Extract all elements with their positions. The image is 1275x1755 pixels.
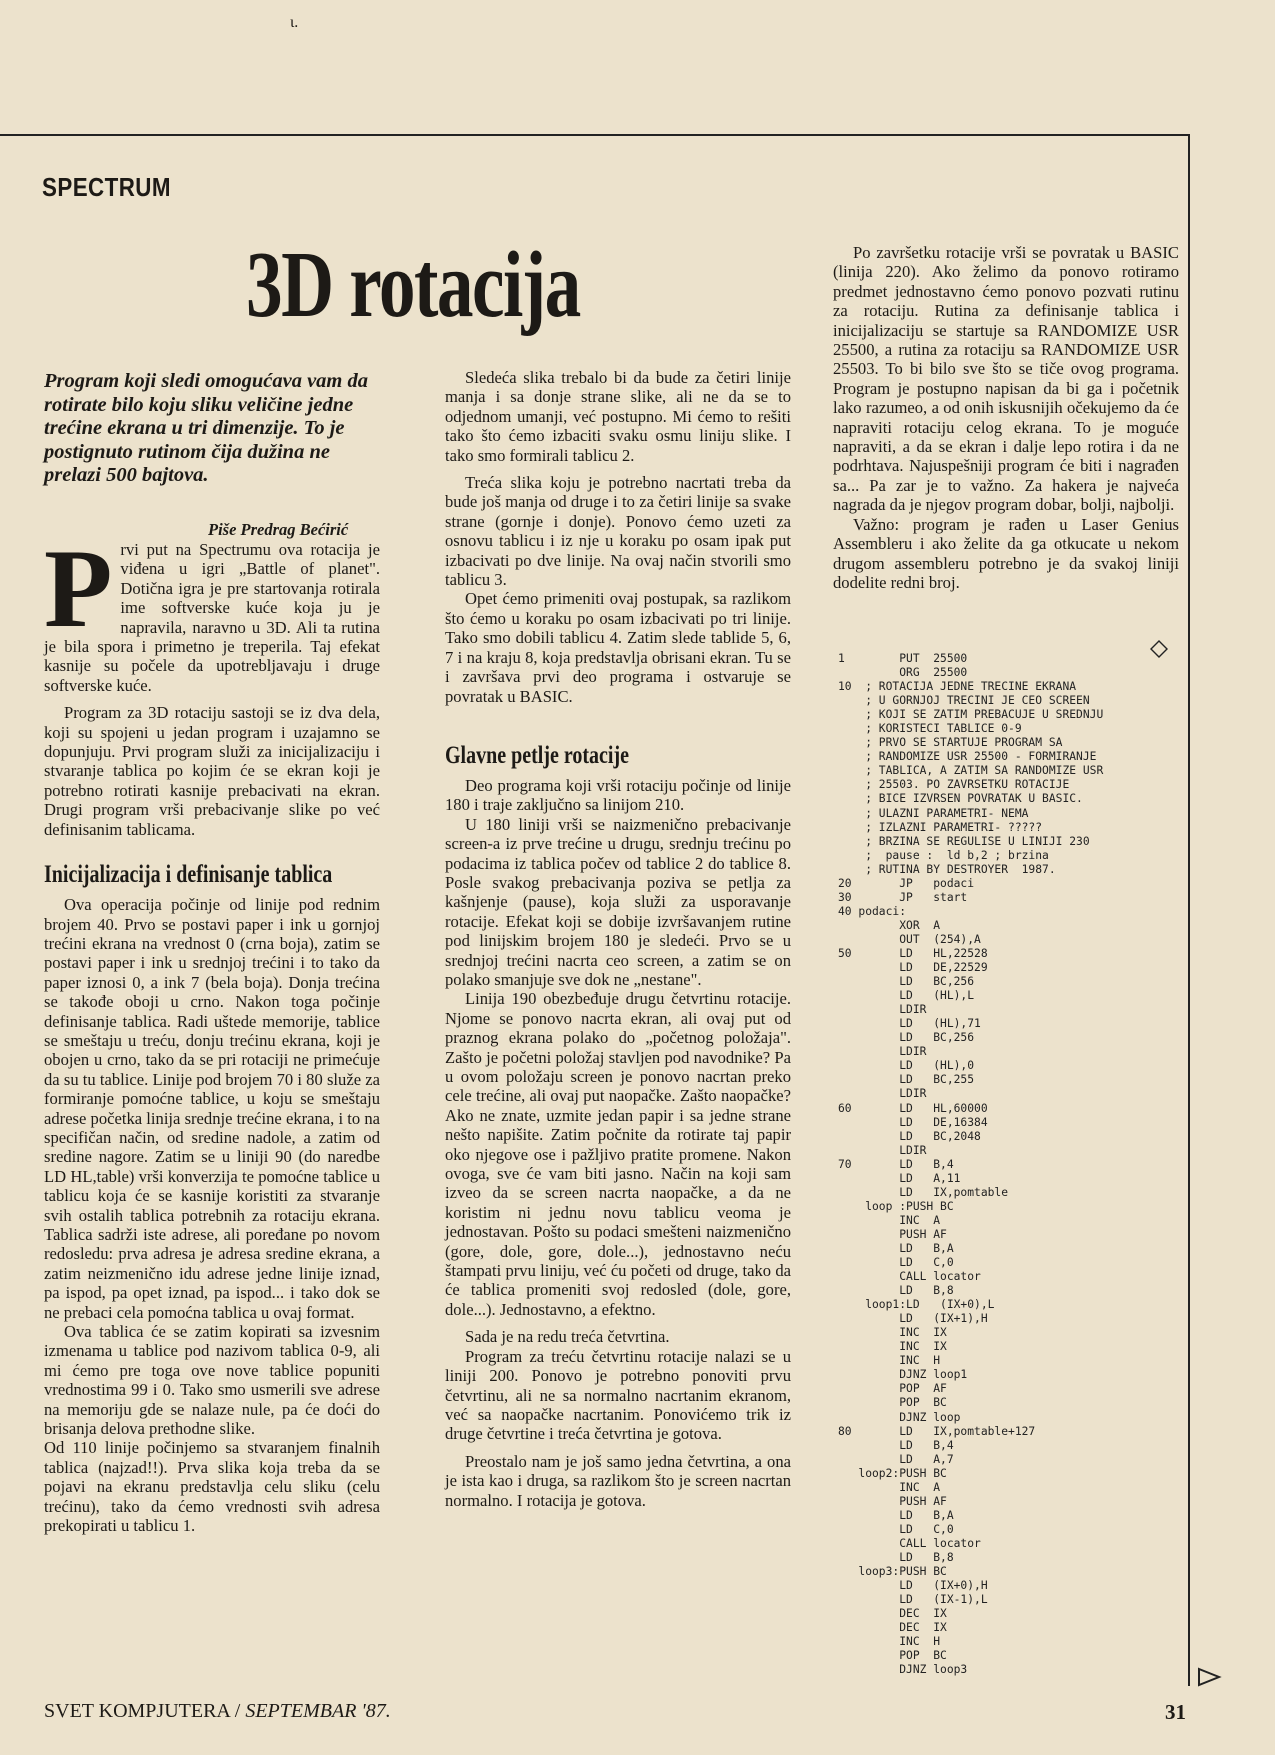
column-2 — [445, 368, 791, 1510]
paragraph-text: rvi put na Spectrumu ova rotacija je viđena u igri „Battle of planet". Dotična igra je pre startovanja rotirala ime softverske kuće koja ju je napravila, naravno u 3D. Ali ta rutina je bila spora i primetno je treperila. Taj efekat kasnije su počele da upotrebljavaju i druge softverske kuće. — [44, 540, 380, 695]
paragraph: Sada je na redu treća četvrtina. — [465, 1327, 670, 1347]
article-title: 3D rotacija — [246, 233, 580, 337]
paragraph: Po završetku rotacije vrši se povratak u BASIC (linija 220). Ako želimo da ponovo rotiramo predmet jednostavno ćemo ponovo pozvati rutinu za rotaciju. Rutina za definisanje tablica i inicijalizaciju se startuje sa RANDOMIZE USR 25500, a rutina za rotaciju sa RANDOMIZE USR 25503. To bi bilo sve što se tiče ovog programa. Program je postupno napisan da bi ga i početnik lako razumeo, a od onih iskusnijih očekujemo da će napraviti rotaciju celog ekrana. To je moguće napraviti, a da se ekran i dalje lepo rotira i da ne podrhtava. Najuspešniji program će biti i nagrađen sa... Pa zar je to važno. Za hakera je najveća nagrada da je njegov program dobar, bolji, najbolji. — [833, 243, 1179, 515]
paragraph: U 180 liniji vrši se naizmenično prebacivanje screen-a iz prve trećine u drugu, srednju trećinu po podacima iz tablica počev od tablice 2 do tablice 8. Posle svakog prebacivanja poziva se petlja za kašnjenje (pause), koja služi za usporavanje rotacije. Efekat koji se dobije izvršavanjem rutine pod linijskim brojem 180 je sledeći. Prvo se u srednjoj trećini nacrta ceo screen, a zatim se on polako smanjuje sve dok ne „nestane". — [445, 814, 791, 989]
page-number: 31 — [1165, 1700, 1186, 1724]
paragraph: Program za 3D rotaciju sastoji se iz dva dela, koji su spojeni u jedan program i uzajamno se dopunjuju. Prvi program služi za inicijalizaciju i stvaranje tablica po kojim će se ekran koji je potrebno rotirati kasnije prebacivati na ekran. Drugi program vrši prebacivanje slike po već definisanim tablicama. — [44, 703, 380, 839]
assembly-listing: 1 PUT 25500 ORG 25500 10 ; ROTACIJA JEDNE TRECINE EKRANA ; U GORNJOJ TRECINI JE CEO SCREEN ; KOJI SE ZATIM PREBACUJE U SREDNJU ; KORISTECI TABLICE 0-9 ; PRVO SE STARTUJE PROGRAM SA ; RANDOMIZE USR 25500 - FORMIRANJE ; TABLICA, A ZATIM SA RANDOMIZE USR ; 25503. PO ZAVRSETKU ROTACIJE ; BICE IZVRSEN POVRATAK U BASIC. ; ULAZNI PARAMETRI- NEMA ; IZLAZNI PARAMETRI- ????? ; BRZINA SE REGULISE U LINIJI 230 ; pause : ld b,2 ; brzina ; RUTINA BY DESTROYER 1987. 20 JP podaci 30 JP start 40 podaci: XOR A OUT (254),A 50 LD HL,22528 LD DE,22529 LD BC,256 LD (HL),L LDIR LD (HL),71 LD BC,256 LDIR LD (HL),0 LD BC,255 LDIR 60 LD HL,60000 LD DE,16384 LD BC,2048 LDIR 70 LD B,4 LD A,11 LD IX,pomtable loop :PUSH BC INC A PUSH AF LD B,A LD C,0 CALL locator LD B,8 loop1:LD (IX+0),L LD (IX+1),H INC IX INC IX INC H DJNZ loop1 POP AF POP BC DJNZ loop 80 LD IX,pomtable+127 LD B,4 LD A,7 loop2:PUSH BC INC A PUSH AF LD B,A LD C,0 CALL locator LD B,8 loop3:PUSH BC LD (IX+0),H LD (IX-1),L DEC IX DEC IX INC H POP BC DJNZ loop3 — [838, 652, 1104, 1677]
paragraph: Deo programa koji vrši rotaciju počinje od linije 180 i traje zaključno sa linijom 210. — [445, 775, 791, 815]
paragraph: Opet ćemo primeniti ovaj postupak, sa razlikom što ćemo u koraku po osam izbacivati po tri linije. Tako smo dobili tablicu 4. Zatim slede tablide 5, 6, 7 i na kraju 8, koja predstavlja obrisani ekran. Tu se i završava prvi deo programa i ostvaruje se povratak u BASIC. — [445, 589, 791, 706]
paragraph: Treća slika koju je potrebno nacrtati treba da bude još manja od druge i to za četiri linije sa svake strane (gornje i donje). Ponovo ćemo uzeti za osnovu tablicu i iz nje u koraku po osam ipak put izbacivati po dve linije. Na ovaj način stvorili smo tablicu 3. — [445, 473, 791, 590]
subheading: Glavne petlje rotacije — [445, 741, 630, 769]
footer — [44, 1700, 391, 1723]
paragraph: Linija 190 obezbeđuje drugu četvrtinu rotacije. Njome se ponovo nacrta ekran, ali ovaj put od praznog ekrana polako do „početnog položaja". Zašto je početni položaj stavljen pod navodnike? Pa u ovom položaju screen je ponovo nacrtan preko cele trećine, ali ovaj put naopačke. Zašto naopačke? Ako ne znate, uzmite jedan papir i sa jedne strane nešto napišite. Zatim počnite da rotirate taj papir oko njegove ose i pažljivo pratite promene. Nakon ovoga, sve će vam biti jasno. Način na koji sam izveo da se screen nacrta naopačke, a da ne koristim ni jednu novu tablicu veoma je jednostavan. Pošto su podaci smešteni naizmenično (gore, dole, gore, dole...), jednostavno neću štampati prvu liniju, već ću početi od druge, tako da će tablica promeniti svoj redosled (dole, gore, dole...). Jednostavno, a efektno. — [445, 989, 791, 1319]
article-lead: Program koji sledi omogućava vam da rotirate bilo koju sliku veličine jedne trećine ekrana u tri dimenzije. To je postignuto rutinom čija dužina ne prelazi 500 bajtova. — [44, 370, 368, 487]
continue-arrow-icon — [1196, 1666, 1222, 1688]
column-3 — [833, 243, 1179, 592]
magazine-name: SVET KOMPJUTERA / — [44, 1700, 241, 1722]
paragraph: Program za treću četvrtinu rotacije nalazi se u liniji 200. Ponovo je potrebno ponoviti prvu četvrtinu, ali ne sa normalno nacrtanim ekranom, već sa naopačke nacrtanim. Ponovićemo trik iz druge četvrtine i treća četvrtina je gotova. — [445, 1346, 791, 1444]
stray-mark: ɩ. — [290, 14, 299, 31]
section-label: SPECTRUM — [42, 172, 171, 202]
paragraph: Ova tablica će se zatim kopirati sa izvesnim izmenama u tablice pod nazivom tablica 0-9, ali mi ćemo pre toga ove nove tablice popuniti vrednostima 99 i 0. Tako smo usmerili sve adrese na memoriju gde se nalaze nule, pa će doći do brisanja delova prethodne slike. — [44, 1322, 380, 1439]
paragraph: Ova operacija počinje od linije pod rednim brojem 40. Prvo se postavi paper i ink u gornjoj trećini ekrana na vrednost 0 (crna boja), zatim se postavi paper i ink u srednjoj trećini i to tako da paper iznosi 0, a ink 7 (bela boja). Donja trećina se takođe oboji u crno. Nakon toga počinje definisanje tablica. Radi uštede memorije, tablice se smeštaju u treću, donju trećinu ekrana, koji je obojen u crno, tako da se pri rotaciji ne primećuje da su tu tablice. Linije pod brojem 70 i 80 služe za formiranje pomoćne tablice, u koju se smeštaju adrese početka linija srednje trećine ekrana, i to na specifičan način, od sredine nadole, a zatim od sredine nagore. Zatim se u liniji 90 (do naredbe LD HL,table) vrši konverzija te pomoćne tablice u tablicu koja će se kasnije koristiti za stvaranje svih ostalih tablica potrebnih za rotaciju ekrana. Tablica sadrži iste adrese, ali poređane po novom redosledu: prva adresa je adresa sredine ekrana, a zatim neizmenično idu adrese jedne linije iznad, pa ispod, pa opet iznad, pa ispod... i tako dok se ne prebaci cela pomoćna tablica u ovaj format. — [44, 895, 380, 1322]
paragraph: Sledeća slika trebalo bi da bude za četiri linije manja i sa donje strane slike, ali ne da se to odjednom umanji, već postupno. Mi ćemo to rešiti tako što ćemo izbaciti svaku osmu liniju slike. I tako smo formirali tablicu 2. — [445, 368, 791, 465]
issue-date: SEPTEMBAR '87. — [245, 1700, 391, 1722]
article-author: Piše Predrag Bećirić — [208, 520, 349, 539]
subheading: Inicijalizacija i definisanje tablica — [44, 861, 333, 889]
paragraph: Od 110 linije počinjemo sa stvaranjem finalnih tablica (najzad!!). Prva slika koja treba da se pojavi na ekranu predstavlja celu sliku (celu trećinu), tako da ćemo vrednosti svih adresa prekopirati u tablicu 1. — [44, 1438, 380, 1536]
paragraph: Važno: program je rađen u Laser Genius Assembleru i ako želite da ga otkucate u nekom drugom assembleru potrebno je da svakoj liniji dodelite redni broj. — [833, 514, 1179, 592]
drop-cap: P — [44, 527, 113, 651]
paragraph: Preostalo nam je još samo jedna četvrtina, a ona je ista kao i druga, sa razlikom što je screen nacrtan normalno. I rotacija je gotova. — [445, 1451, 791, 1510]
